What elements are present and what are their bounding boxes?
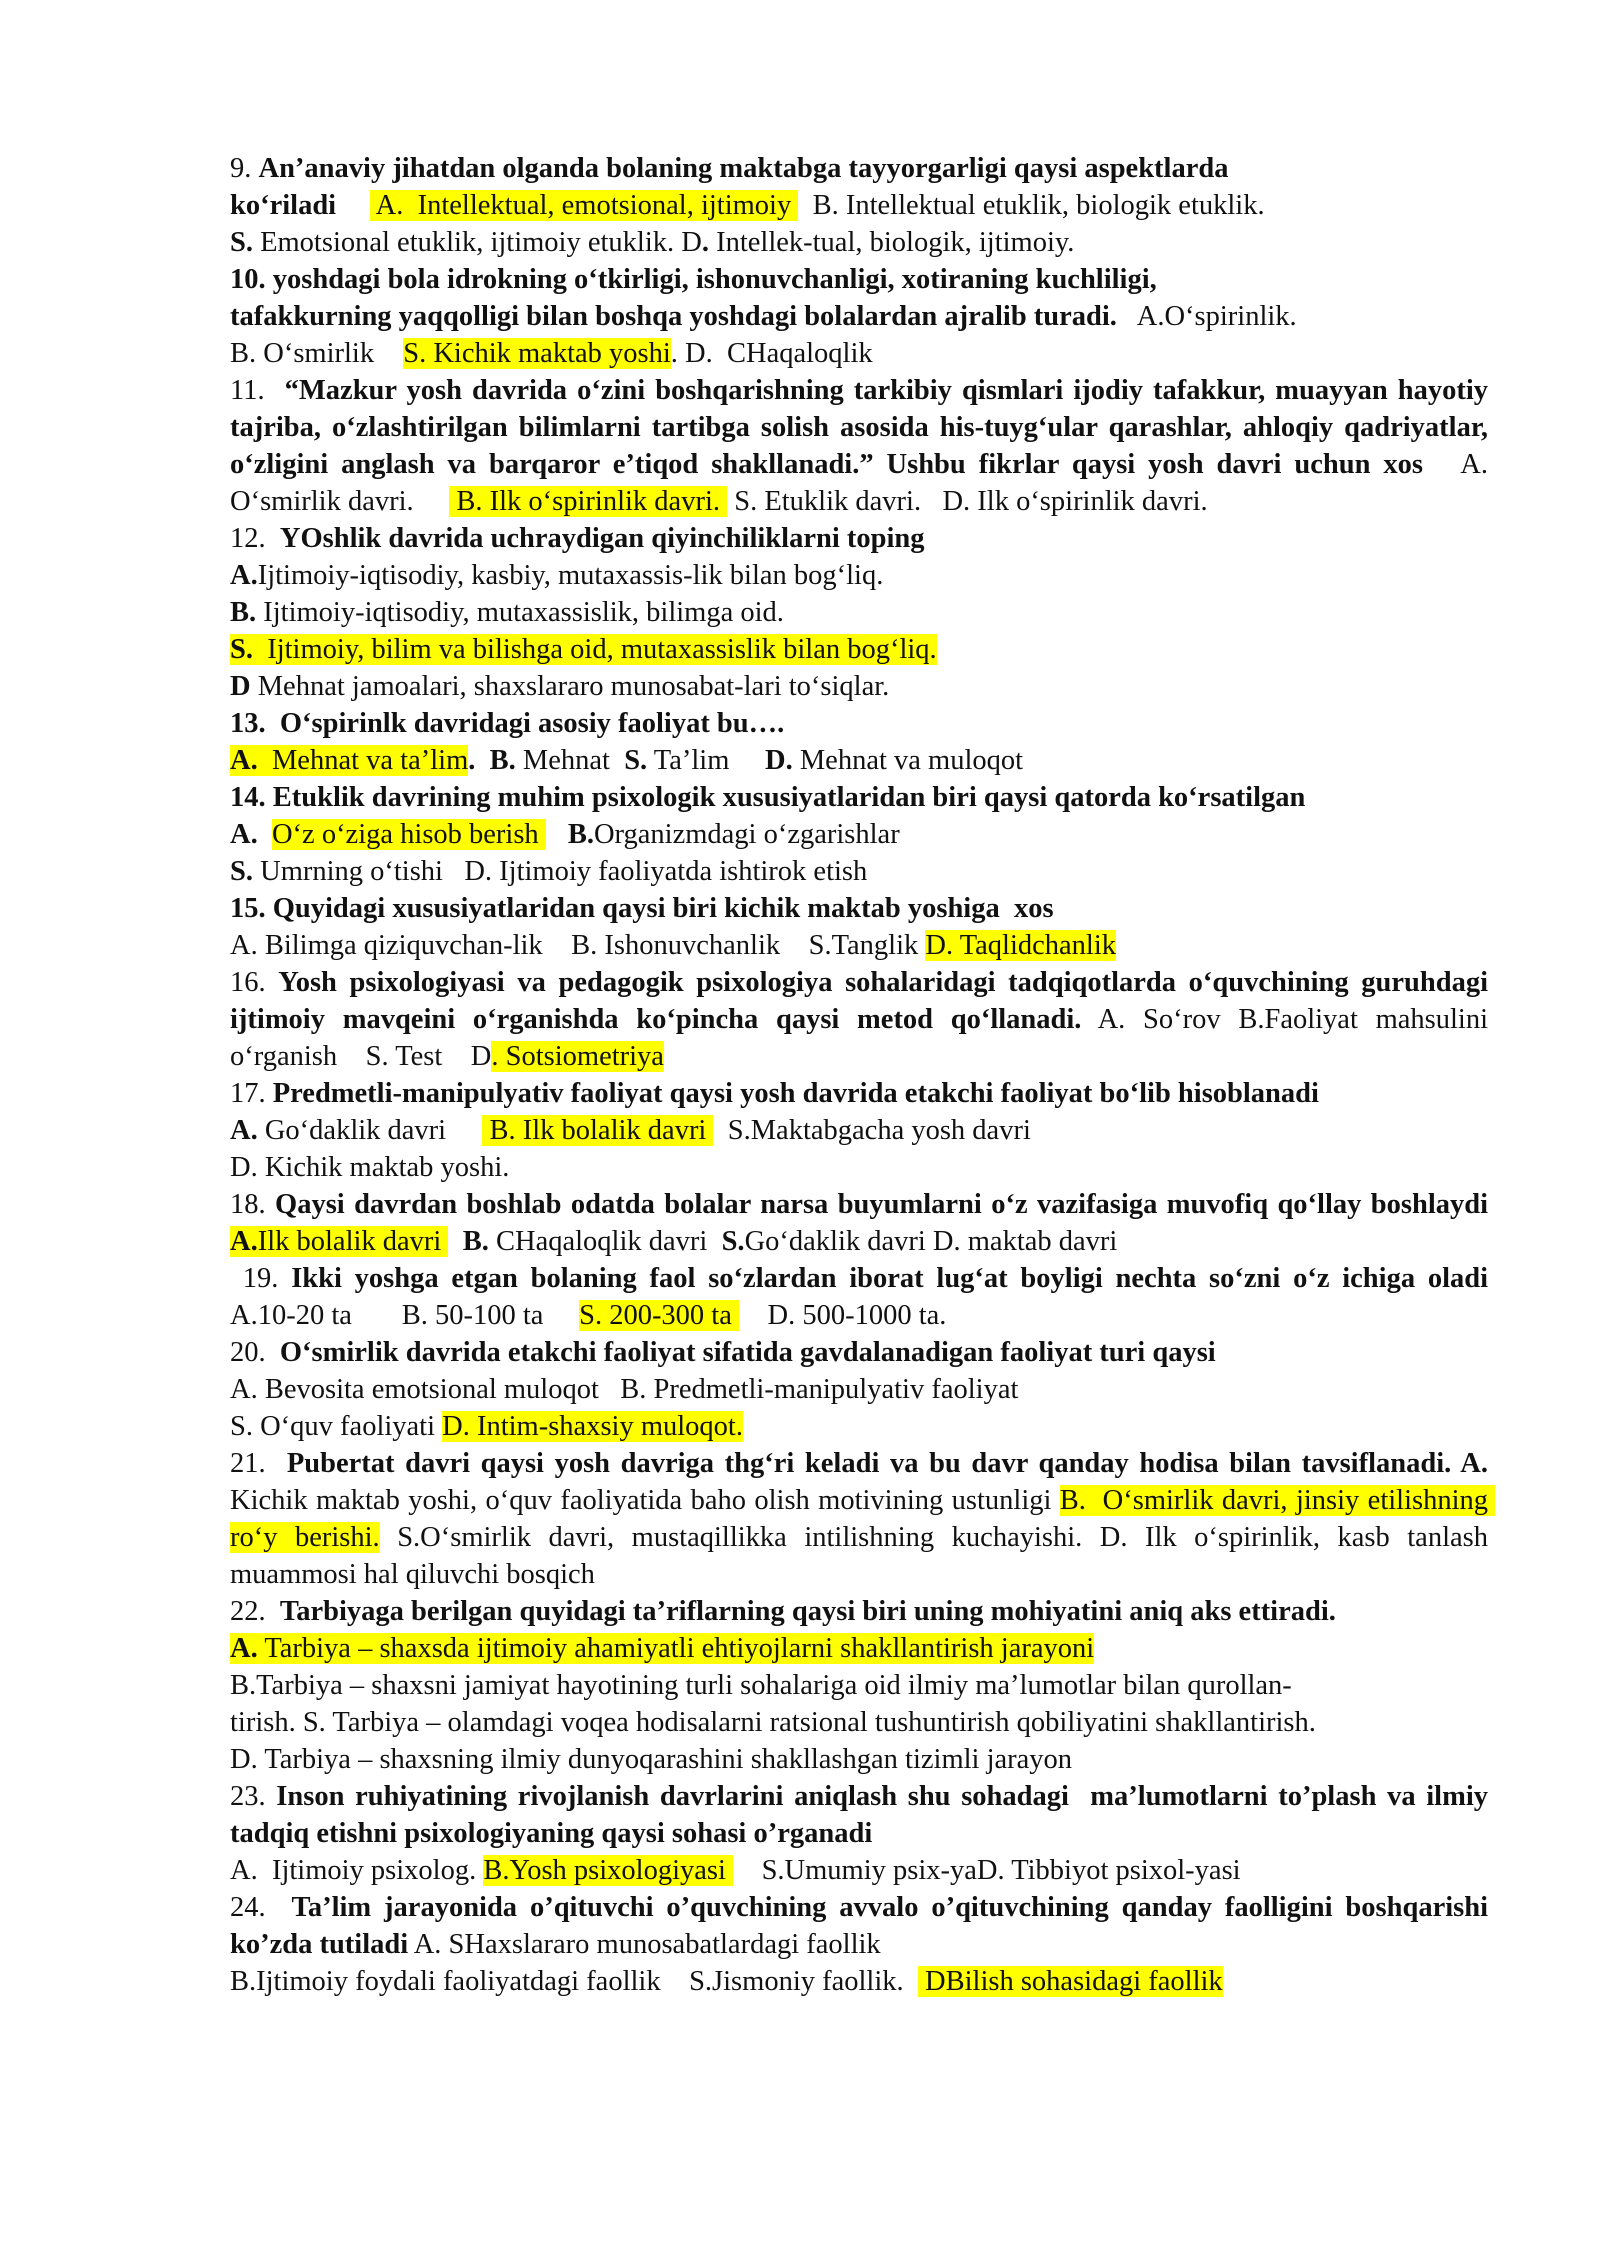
highlighted-answer: DBilish sohasidagi faollik <box>917 1966 1223 1997</box>
question-block <box>230 1334 1488 1445</box>
text-line <box>230 150 1488 187</box>
option-text: Kichik maktab yoshi, o‘quv faoliyatida baho olish motivining ustunligi <box>230 1448 1496 1516</box>
option-text: Umrning o‘tishi D. Ijtimoiy faoliyatda ishtirok etish <box>252 856 868 887</box>
question-block <box>230 1445 1496 1593</box>
option-text <box>258 819 272 850</box>
option-text: tirish. S. Tarbiya – olamdagi voqea hodisalarni ratsional tushuntirish qobiliyatini shakllantirish. <box>230 1707 1316 1738</box>
question-text: 10. yoshdagi bola idrokning o‘tkirligi, ishonuvchanligi, xotiraning kuchliligi, <box>230 264 1157 295</box>
option-text: Ijtimoiy-iqtisodiy, kasbiy, mutaxassis-lik bilan bog‘liq. <box>257 560 884 591</box>
question-text: An’anaviy jihatdan olganda bolaning maktabga tayyorgarligi qaysi aspektlarda <box>258 153 1229 184</box>
text-line <box>230 1741 1488 1778</box>
question-text: Qaysi davrdan boshlab odatda bolalar narsa buyumlarni o‘z vazifasiga muvofiq qo‘llay boshlaydi <box>275 1189 1489 1220</box>
highlighted-answer: B.Yosh psixologiyasi <box>483 1855 734 1886</box>
option-text: B. O‘smirlik <box>230 338 382 369</box>
text-line <box>230 853 1488 890</box>
option-text: CHaqaloqlik davri <box>488 1226 722 1257</box>
question-block <box>230 1852 1488 1889</box>
option-text: D. Kichik maktab yoshi. <box>230 1152 510 1183</box>
quiz-page <box>230 150 1524 2000</box>
question-text: . <box>468 745 476 776</box>
text-line <box>230 1448 1495 1590</box>
highlighted-answer: . Sotsiometriya <box>491 1041 664 1072</box>
highlighted-answer: A. Intellektual, emotsional, ijtimoiy <box>370 190 799 221</box>
option-text <box>1488 1189 1509 1220</box>
option-text: Go‘daklik davri <box>257 1115 461 1146</box>
text-line <box>230 890 1488 927</box>
highlighted-answer: Ilk bolalik davri <box>257 1226 449 1257</box>
option-text: S. Etuklik davri. D. Ilk o‘spirinlik davri. <box>727 486 1208 517</box>
question-block <box>230 520 1488 705</box>
question-text: A. <box>230 560 258 591</box>
question-text: O‘smirlik davrida etakchi faoliyat sifatida gavdalanadigan faoliyat turi qaysi <box>279 1337 1216 1368</box>
text-line <box>230 782 1305 813</box>
question-text: A. <box>230 819 258 850</box>
highlighted-answer: D. Taqlidchanlik <box>925 930 1116 961</box>
option-text: Mehnat jamoalari, shaxslararo munosabat-lari to‘siqlar. <box>250 671 890 702</box>
option-text: S.Maktabgacha yosh davri <box>713 1115 1031 1146</box>
option-text: A.10-20 ta B. 50-100 ta <box>230 1263 1524 1331</box>
text-line <box>230 1263 1524 1331</box>
question-block <box>230 1963 1488 2000</box>
question-block <box>230 779 1488 816</box>
question-text: tafakkurning yaqqolligi bilan boshqa yoshdagi bolalardan ajralib turadi. <box>230 301 1117 332</box>
question-text: ko‘riladi <box>230 190 337 221</box>
text-line <box>230 1408 1488 1445</box>
option-text: A. Bilimga qiziquvchan-lik B. Ishonuvchanlik S.Tanglik <box>230 930 926 961</box>
option-text: Organizmdagi o‘zgarishlar <box>593 819 900 850</box>
text-line <box>230 520 1488 557</box>
option-text: 12. <box>230 523 280 554</box>
option-text: D. Tarbiya – shaxsning ilmiy dunyoqarashini shakllashgan tizimli jarayon <box>230 1744 1073 1775</box>
question-text: D. <box>765 745 793 776</box>
highlighted-answer: B. Ilk o‘spirinlik davri. <box>449 486 728 517</box>
option-text: B.Tarbiya – shaxsni jamiyat hayotining turli sohalariga oid ilmiy ma’lumotlar bilan qurollan- <box>230 1670 1292 1701</box>
text-line <box>230 816 1488 853</box>
question-text: B. <box>567 819 594 850</box>
option-text: A. O‘smirlik davri. <box>230 449 1503 517</box>
text-line <box>230 335 1488 372</box>
text-line <box>230 557 1488 594</box>
option-text: A. So‘rov B.Faoliyat mahsulini o‘rganish S. Test D <box>230 1004 1496 1072</box>
question-block <box>230 1260 1524 1334</box>
option-text: S.Umumiy psix-yaD. Tibbiyot psixol-yasi <box>733 1855 1241 1886</box>
option-text: B.Ijtimoiy foydali faoliyatdagi faollik S.Jismoniy faollik. <box>230 1966 918 1997</box>
option-text: 19. <box>230 1263 292 1294</box>
option-text: A. SHaxslararo munosabatlardagi faollik <box>408 1929 881 1960</box>
question-text: Pubertat davri qaysi yosh davriga thg‘ri keladi va bu davr qanday hodisa bilan tavsiflanadi. A. <box>286 1448 1488 1479</box>
question-block <box>230 1593 1488 1778</box>
text-line <box>230 668 1488 705</box>
option-text: D. 500-1000 ta. <box>739 1300 947 1331</box>
question-text: 13. O‘spirinlk davridagi asosiy faoliyat bu…. <box>230 708 785 739</box>
highlighted-answer: B. Ilk bolalik davri <box>482 1115 714 1146</box>
text-line <box>230 631 1488 668</box>
question-block <box>230 150 1488 261</box>
question-text: Tarbiyaga berilgan quyidagi ta’riflarning qaysi biri uning mohiyatini aniq aks ettiradi. <box>279 1596 1336 1627</box>
question-text: 15. Quyidagi xususiyatlaridan qaysi biri kichik maktab yoshiga xos <box>230 893 1054 924</box>
question-text: S. <box>624 745 648 776</box>
text-line <box>230 298 1488 335</box>
highlighted-answer: O‘z o‘ziga hisob berish <box>271 819 546 850</box>
text-line <box>230 261 1488 298</box>
question-text: B. <box>489 745 516 776</box>
option-text: 9. <box>230 153 259 184</box>
text-line <box>230 1892 1495 1960</box>
text-line <box>230 742 1488 779</box>
question-text: YOshlik davrida uchraydigan qiyinchiliklarni toping <box>279 523 925 554</box>
highlighted-answer: Ijtimoiy, bilim va bilishga oid, mutaxassislik bilan bog‘liq. <box>252 634 937 665</box>
question-text: S. <box>721 1226 745 1257</box>
text-line <box>230 927 1488 964</box>
question-block <box>230 1778 1496 1852</box>
option-text: 21. <box>230 1448 287 1479</box>
highlighted-answer: A. <box>230 1633 258 1664</box>
question-block <box>230 705 1488 779</box>
question-block <box>230 964 1496 1075</box>
question-text: Inson ruhiyatining rivojlanish davrlarini aniqlash shu sohadagi ma’lumotlarni to’plash va ilmiy tadqiq etishni psixologiyaning qaysi sohasi o’rganadi <box>230 1781 1496 1849</box>
question-block <box>230 1889 1496 1963</box>
option-text: Go‘daklik davri D. maktab davri <box>744 1226 1118 1257</box>
highlighted-answer: A. <box>230 1226 258 1257</box>
question-text: A. <box>230 1115 258 1146</box>
text-line <box>230 1593 1488 1630</box>
highlighted-answer: S. 200-300 ta <box>579 1300 740 1331</box>
text-line <box>230 1371 1488 1408</box>
text-line <box>230 1078 1319 1109</box>
highlighted-answer: Tarbiya – shaxsda ijtimoiy ahamiyatli ehtiyojlarni shakllantirish jarayoni <box>257 1633 1095 1664</box>
text-line <box>230 594 1488 631</box>
question-text: “Mazkur yosh davrida o‘zini boshqarishning tarkibiy qismlari ijodiy tafakkur, muayyan hayotiy tajriba, o‘zlashtirilgan bilimlarni tartibga solish asosida his-tuyg‘ular qarashlar, ahloqiy qadriyatlar, o‘zligini anglash va barqaror e’tiqod shakllanadi.” Ushbu fikrlar qaysi yosh davri uchun xos <box>230 375 1496 480</box>
highlighted-answer: D. Intim-shaxsiy muloqot. <box>442 1411 743 1442</box>
option-text: A.O‘spirinlik. <box>1116 301 1297 332</box>
option-text: Ijtimoiy-iqtisodiy, mutaxassislik, bilimga oid. <box>256 597 784 628</box>
question-text: Ikki yoshga etgan bolaning faol so‘zlardan iborat lug‘at boyligi nechta so‘zni o‘z ichiga oladi <box>291 1263 1489 1294</box>
highlighted-answer: S. <box>230 634 253 665</box>
text-line <box>230 1630 1488 1667</box>
option-text: 22. <box>230 1596 280 1627</box>
text-line <box>230 1667 1488 1704</box>
option-text <box>448 1226 462 1257</box>
question-text: B. <box>462 1226 489 1257</box>
question-text: B. <box>230 597 257 628</box>
text-line <box>230 1704 1488 1741</box>
option-text: B. Intellektual etuklik, biologik etuklik. <box>798 190 1265 221</box>
text-line <box>230 1112 1488 1149</box>
question-text: Yosh psixologiyasi va pedagogik psixologiya sohalaridagi tadqiqotlarda o‘quvchining guruhdagi ijtimoiy mavqeini o‘rganishda ko‘pincha qaysi metod qo‘llanadi. <box>230 967 1496 1035</box>
highlighted-answer: A. <box>230 745 258 776</box>
text-line <box>230 1852 1488 1889</box>
text-line <box>230 1963 1488 2000</box>
option-text: S. O‘quv faoliyati <box>230 1411 443 1442</box>
option-text: Intellek-tual, biologik, ijtimoiy. <box>708 227 1075 258</box>
option-text <box>475 745 489 776</box>
question-text: . <box>701 227 709 258</box>
question-block <box>230 372 1503 520</box>
question-text: 14. Etuklik davrining muhim psixologik xususiyatlaridan biri qaysi qatorda ko‘rsatilgan <box>230 782 1306 813</box>
question-text: S. <box>230 227 253 258</box>
option-text: 17. <box>230 1078 273 1109</box>
question-block <box>230 261 1488 372</box>
question-block <box>230 890 1488 964</box>
option-text: S.O‘smirlik davri, mustaqillikka intilishning kuchayishi. D. Ilk o‘spirinlik, kasb tanlash muammosi hal qiluvchi bosqich <box>230 1522 1496 1590</box>
text-line <box>230 1149 1488 1186</box>
option-text: 24. <box>230 1892 292 1923</box>
option-text: . D. CHaqaloqlik <box>670 338 873 369</box>
option-text: Mehnat va muloqot <box>792 745 1024 776</box>
highlighted-answer: Mehnat va ta’lim <box>257 745 469 776</box>
option-text: Mehnat <box>515 745 625 776</box>
option-text: 20. <box>230 1337 280 1368</box>
text-line <box>230 187 1488 224</box>
question-text: S. <box>230 856 253 887</box>
question-block <box>230 816 1488 890</box>
highlighted-answer: S. Kichik maktab yoshi <box>403 338 671 369</box>
highlighted-answer: B. O‘smirlik davri, jinsiy etilishning ro‘y berishi. <box>230 1485 1496 1553</box>
question-block <box>230 1186 1488 1260</box>
option-text: 16. <box>230 967 279 998</box>
text-line <box>230 967 1495 1072</box>
option-text: Emotsional etuklik, ijtimoiy etuklik. D <box>252 227 702 258</box>
text-line <box>230 705 1488 742</box>
option-text: 18. <box>230 1189 276 1220</box>
option-text: A. Ijtimoiy psixolog. <box>230 1855 484 1886</box>
text-line <box>230 1189 1509 1257</box>
option-text: Ta’lim <box>647 745 765 776</box>
option-text: A. Bevosita emotsional muloqot B. Predmetli-manipulyativ faoliyat <box>230 1374 1019 1405</box>
question-text: Predmetli-manipulyativ faoliyat qaysi yosh davrida etakchi faoliyat bo‘lib hisoblanadi <box>272 1078 1319 1109</box>
text-line <box>230 1334 1488 1371</box>
option-text: 11. <box>230 375 285 406</box>
question-text: D <box>230 671 251 702</box>
question-block <box>230 1112 1488 1186</box>
text-line <box>230 1781 1495 1849</box>
option-text: 23. <box>230 1781 277 1812</box>
question-block <box>230 1075 1488 1112</box>
text-line <box>230 375 1502 517</box>
question-text: Ta’lim jarayonida o’qituvchi o’quvchining avvalo o’qituvchining qanday faolligini boshqarishi ko’zda tutiladi <box>230 1892 1496 1960</box>
text-line <box>230 224 1488 261</box>
